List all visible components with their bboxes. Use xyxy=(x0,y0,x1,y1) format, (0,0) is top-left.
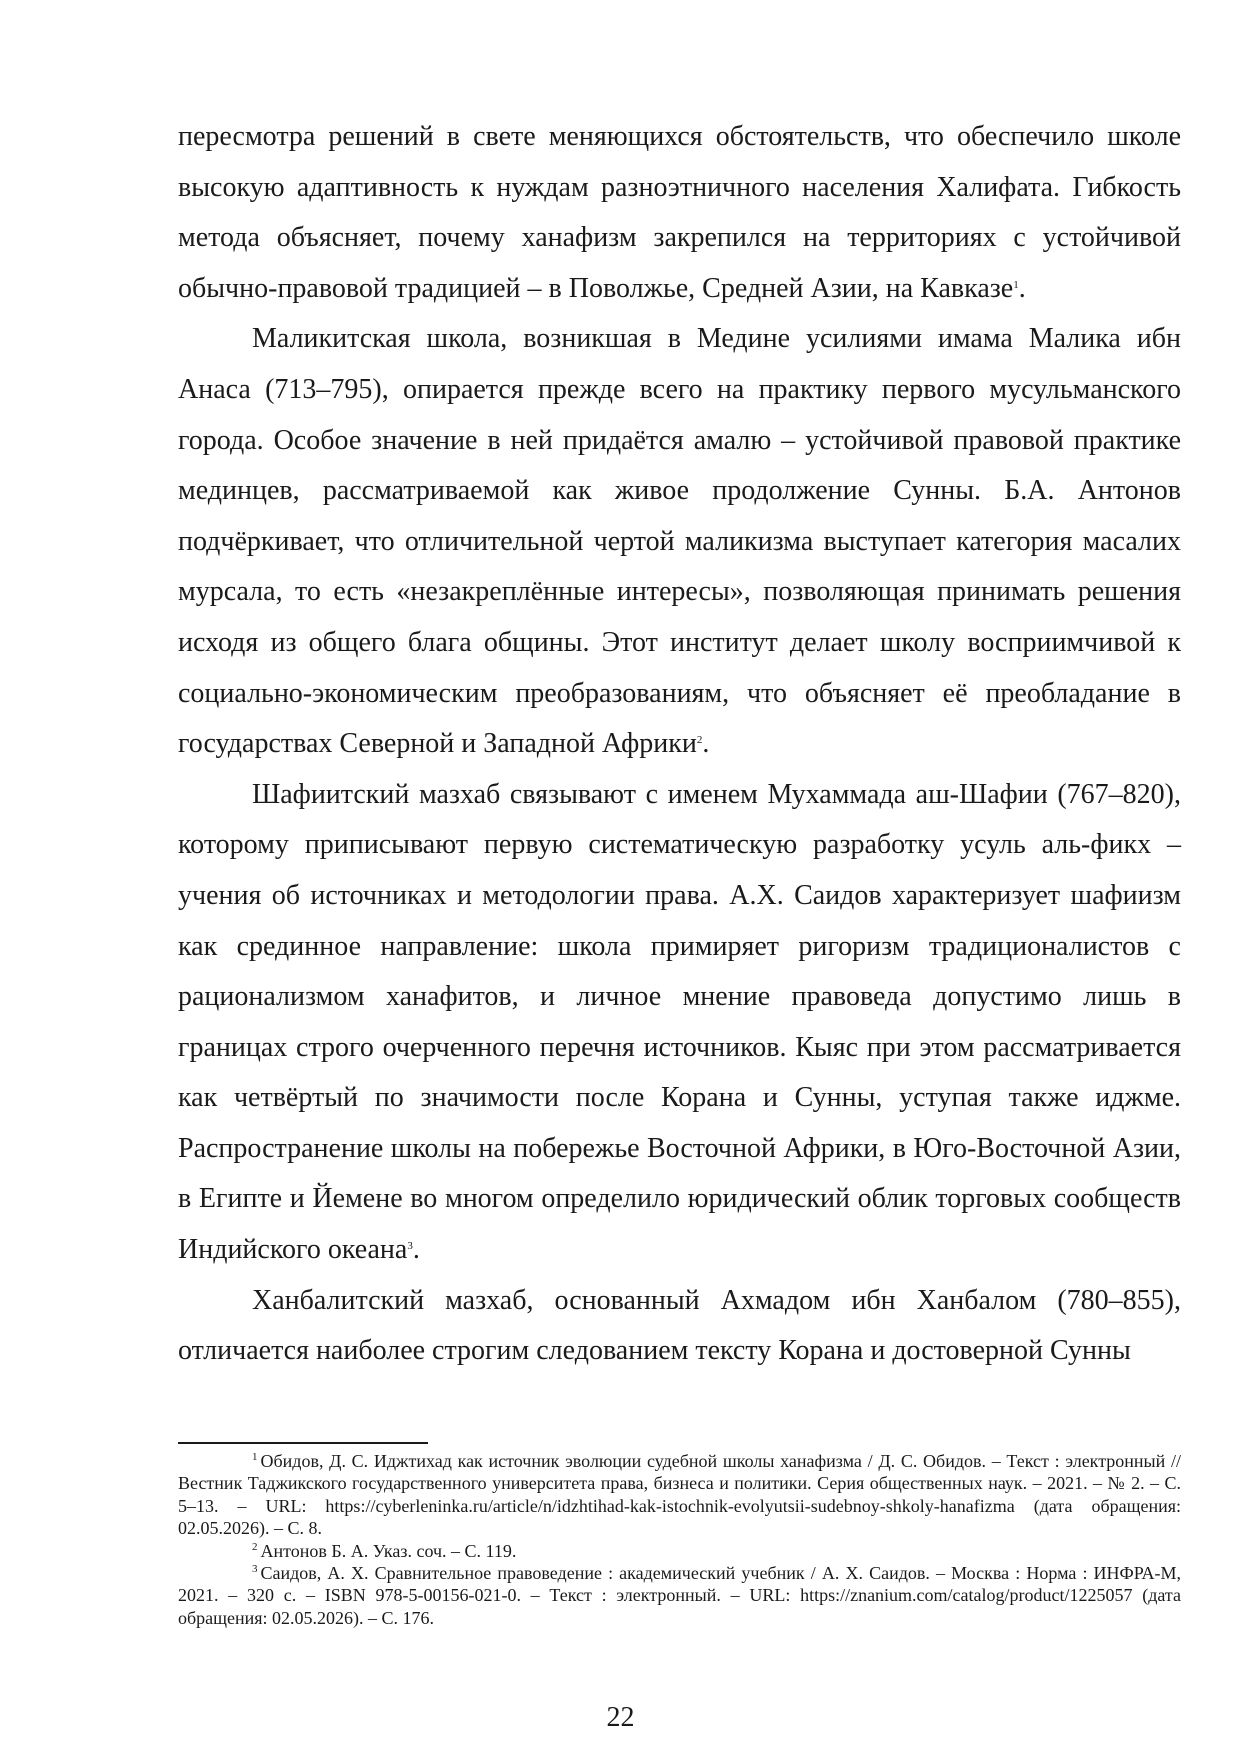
paragraph-text: Шафиитский мазхаб связывают с именем Мухаммада аш-Шафии (767–820), которому приписывают первую систематическую разработку усуль аль-фикх – учения об источниках и методологии права. А.Х. Саидов характеризует шафиизм как срединное направление: школа примиряет ригоризм традиционалистов с рационализмом ханафитов, и личное мнение правоведа допустимо лишь в границах строго очерченного перечня источников. Кыяс при этом рассматривается как четвёртый по значимости после Корана и Сунны, уступая также иджме. Распространение школы на побережье Восточной Африки, в Юго-Восточной Азии, в Египте и Йемене во многом определило юридический облик торговых сообществ Индийского океана xyxy=(178,778,1181,1266)
footnotes xyxy=(178,1450,1181,1629)
paragraph-4 xyxy=(178,1276,1181,1377)
paragraph-tail: . xyxy=(1018,272,1026,304)
footnote-1 xyxy=(178,1450,1181,1540)
paragraph-2 xyxy=(178,314,1181,769)
footnote-number: 2 xyxy=(252,1540,258,1553)
main-text xyxy=(178,112,1181,1377)
footnote-number: 1 xyxy=(252,1451,258,1463)
paragraph-3 xyxy=(178,770,1181,1276)
footnote-text: Антонов Б. А. Указ. соч. – С. 119. xyxy=(260,1540,517,1561)
footnote-reference[interactable]: 3 xyxy=(407,1240,413,1253)
footnote-reference[interactable]: 1 xyxy=(1013,278,1019,291)
footnote-2 xyxy=(178,1540,1181,1562)
footnote-number: 3 xyxy=(252,1563,258,1576)
footnote-3 xyxy=(178,1562,1181,1629)
footnote-separator xyxy=(178,1442,428,1444)
paragraph-tail: . xyxy=(412,1234,420,1266)
paragraph-text: Ханбалитский мазхаб, основанный Ахмадом ибн Ханбалом (780–855), отличается наиболее строгим следованием тексту Корана и достоверной Сунны xyxy=(178,1284,1181,1367)
footnote-text: Обидов, Д. С. Иджтихад как источник эволюции судебной школы ханафизма / Д. С. Обидов. – Текст : электронный // Вестник Таджикского государственного университета права, бизнеса и политики. Серия общественных наук. – 2021. – № 2. – С. 5–13. – URL: https://cyberleninka.ru/article/n/idzhtihad-kak-istochnik-evolyutsii-sudebnoy-shkoly-hanafizma (дата обращения: 02.05.2026). – С. 8. xyxy=(178,1451,1181,1539)
paragraph-text: пересмотра решений в свете меняющихся обстоятельств, что обеспечило школе высокую адаптивность к нуждам разноэтничного населения Халифата. Гибкость метода объясняет, почему ханафизм закрепился на территориях с устойчивой обычно-правовой традицией – в Поволжье, Средней Азии, на Кавказе xyxy=(178,121,1181,304)
paragraph-tail: . xyxy=(702,728,710,760)
footnote-reference[interactable]: 2 xyxy=(696,734,703,747)
footnote-text: Саидов, А. Х. Сравнительное правоведение : академический учебник / А. Х. Саидов. – Москва : Норма : ИНФРА-М, 2021. – 320 с. – ISBN 978-5-00156-021-0. – Текст : электронный. – URL: https://znanium.com/catalog/product/1225057 (дата обращения: 02.05.2026). – С. 176. xyxy=(178,1563,1181,1628)
paragraph-1 xyxy=(178,112,1181,314)
page-number: 22 xyxy=(606,1702,635,1733)
paragraph-text: Маликитская школа, возникшая в Медине усилиями имама Малика ибн Анаса (713–795), опирается прежде всего на практику первого мусульманского города. Особое значение в ней придаётся амалю – устойчивой правовой практике мединцев, рассматриваемой как живое продолжение Сунны. Б.А. Антонов подчёркивает, что отличительной чертой маликизма выступает категория масалих мурсала, то есть «незакреплённые интересы», позволяющая принимать решения исходя из общего блага общины. Этот институт делает школу восприимчивой к социально-экономическим преобразованиям, что объясняет её преобладание в государствах Северной и Западной Африки xyxy=(178,323,1181,760)
